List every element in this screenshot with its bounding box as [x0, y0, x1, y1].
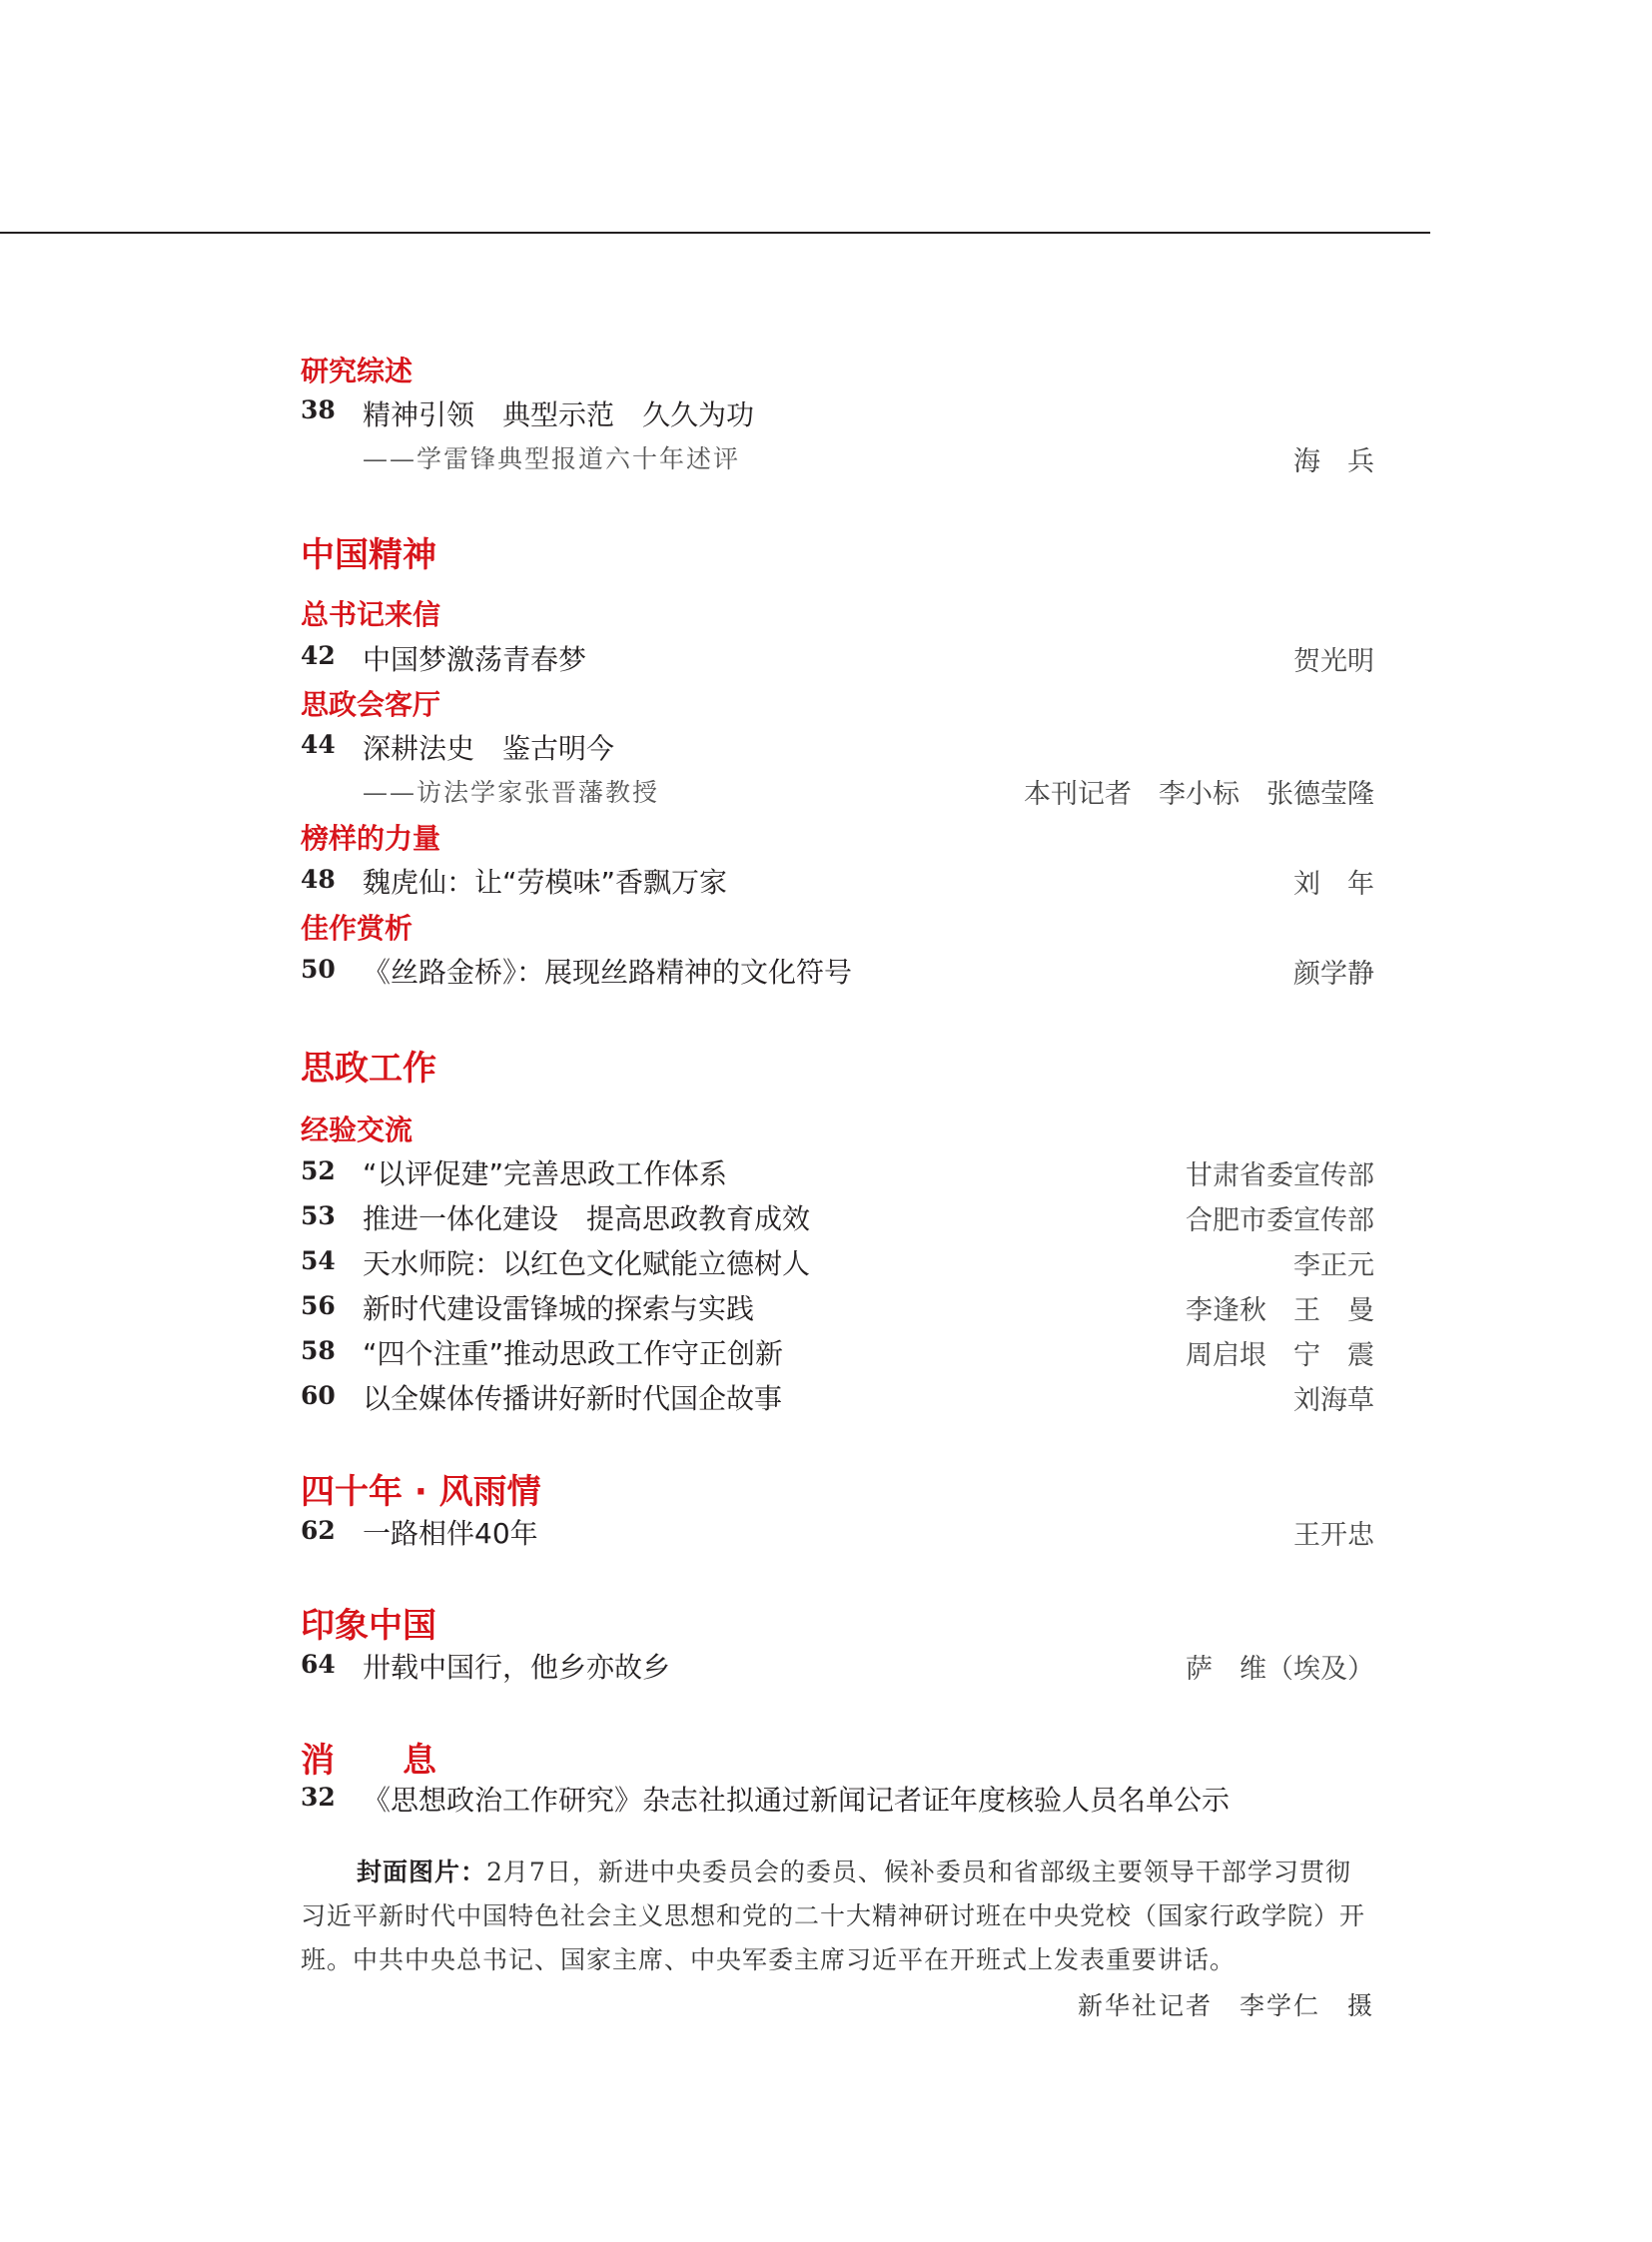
subsection-heading: 榜样的力量: [301, 822, 441, 855]
section-heading: 印象中国: [301, 1606, 436, 1646]
page-number: 60: [301, 1381, 336, 1410]
page-number: 54: [301, 1246, 336, 1275]
article-subtitle: ——学雷锋典型报道六十年述评: [363, 444, 741, 473]
article-author: 李正元: [1293, 1250, 1374, 1281]
section-heading: 消 息: [301, 1741, 436, 1781]
page-number: 53: [301, 1201, 336, 1230]
article-title[interactable]: “以评促建”完善思政工作体系: [363, 1157, 728, 1190]
article-title[interactable]: “四个注重”推动思政工作守正创新: [363, 1337, 784, 1370]
page-number: 58: [301, 1336, 336, 1365]
article-author: 周启垠 宁 震: [1186, 1340, 1374, 1371]
article-title[interactable]: 魏虎仙：让“劳模味”香飘万家: [363, 866, 728, 899]
article-title[interactable]: 新时代建设雷锋城的探索与实践: [363, 1292, 755, 1325]
article-title[interactable]: 《丝路金桥》：展现丝路精神的文化符号: [363, 956, 853, 989]
article-title[interactable]: 一路相伴40年: [363, 1517, 538, 1550]
article-author: 甘肃省委宣传部: [1186, 1160, 1374, 1191]
article-title[interactable]: 卅载中国行，他乡亦故乡: [363, 1651, 671, 1684]
page-number: 56: [301, 1291, 336, 1320]
article-author: 李逢秋 王 曼: [1186, 1295, 1374, 1326]
section-heading: 中国精神: [301, 535, 436, 575]
article-author: 颜学静: [1293, 959, 1374, 990]
section-heading: 思政工作: [301, 1049, 436, 1089]
article-author: 刘海草: [1293, 1385, 1374, 1416]
article-title[interactable]: 深耕法史 鉴古明今: [363, 732, 615, 765]
article-title[interactable]: 推进一体化建设 提高思政教育成效: [363, 1202, 811, 1235]
page-number: 50: [301, 955, 336, 984]
header-rule: [0, 232, 1430, 234]
article-title[interactable]: 中国梦激荡青春梦: [363, 643, 587, 676]
page-number: 32: [301, 1783, 336, 1812]
page-number: 64: [301, 1650, 336, 1679]
article-author: 王开忠: [1293, 1520, 1374, 1551]
page-number: 48: [301, 865, 336, 894]
article-author: 本刊记者 李小标 张德莹隆: [1024, 779, 1374, 810]
page-number: 62: [301, 1516, 336, 1545]
photo-credit: 新华社记者 李学仁 摄: [1077, 1991, 1374, 2020]
article-title[interactable]: 《思想政治工作研究》杂志社拟通过新闻记者证年度核验人员名单公示: [363, 1784, 1231, 1817]
subsection-heading: 思政会客厅: [301, 688, 441, 721]
article-subtitle: ——访法学家张晋藩教授: [363, 778, 660, 807]
page-number: 44: [301, 730, 336, 759]
page-number: 42: [301, 641, 336, 670]
article-author: 海 兵: [1293, 446, 1374, 477]
article-author: 萨 维（埃及）: [1186, 1654, 1374, 1685]
section-heading: 四十年 · 风雨情: [301, 1472, 541, 1512]
article-title[interactable]: 以全媒体传播讲好新时代国企故事: [363, 1382, 783, 1415]
cover-text: 2月7日，新进中央委员会的委员、候补委员和省部级主要领导干部学习贯彻习近平新时代中国特色社会主义思想和党的二十大精神研讨班在中央党校（国家行政学院）开班。中共中央总书记、国家主席、中央军委主席习近平在开班式上发表重要讲话。: [301, 1858, 1366, 1974]
article-author: 贺光明: [1293, 646, 1374, 677]
subsection-heading: 总书记来信: [301, 598, 441, 631]
subsection-heading: 佳作赏析: [301, 912, 413, 945]
cover-label: 封面图片：: [357, 1858, 487, 1886]
article-title[interactable]: 天水师院：以红色文化赋能立德树人: [363, 1247, 811, 1280]
article-author: 合肥市委宣传部: [1186, 1205, 1374, 1236]
page-number: 52: [301, 1156, 336, 1185]
page-number: 38: [301, 395, 336, 424]
cover-caption: [301, 1851, 1374, 1982]
article-author: 刘 年: [1293, 869, 1374, 900]
subsection-heading: 经验交流: [301, 1114, 413, 1146]
subsection-heading: 研究综述: [301, 355, 413, 387]
article-title[interactable]: 精神引领 典型示范 久久为功: [363, 398, 755, 431]
